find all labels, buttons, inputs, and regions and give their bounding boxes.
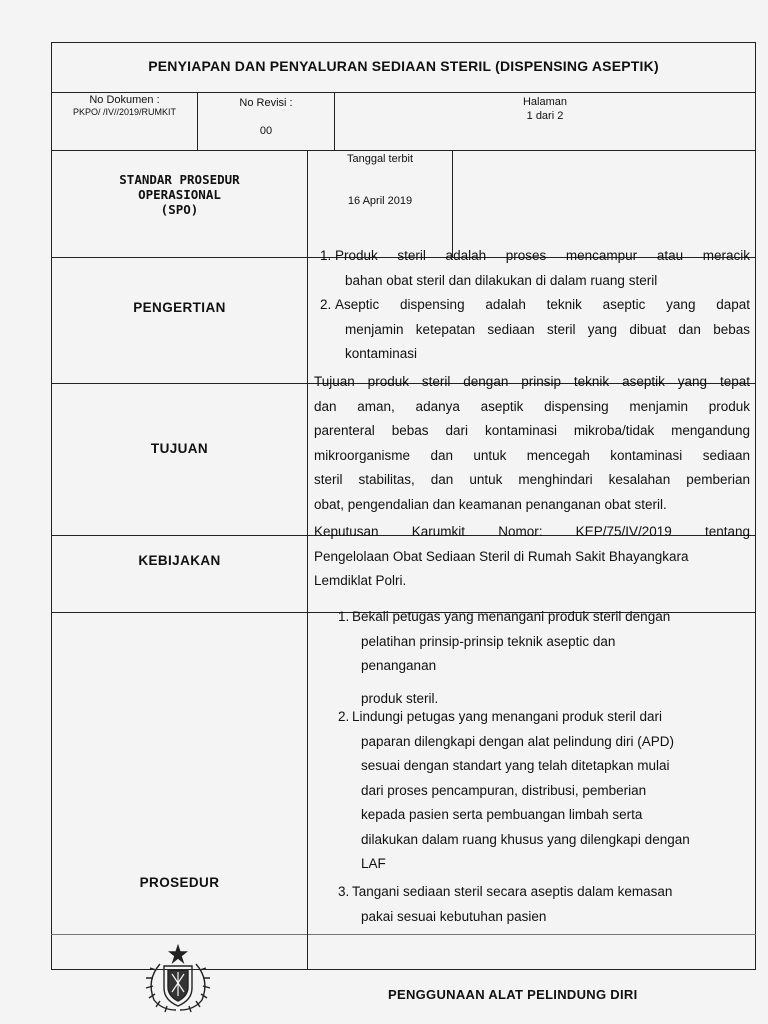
spo-line-1: STANDAR PROSEDUR — [119, 172, 240, 187]
kebijakan-label: KEBIJAKAN — [138, 553, 221, 568]
prosedur-item-3-number: 3. — [338, 884, 350, 899]
spo-heading — [52, 172, 307, 217]
tujuan-line: obat, pengendalian dan keamanan penanganan obat steril. — [314, 496, 667, 512]
prosedur-line: dari proses pencampuran, distribusi, pemberian — [361, 782, 647, 798]
prosedur-line: Lindungi petugas yang menangani produk steril dari — [352, 709, 662, 724]
kebijakan-text — [314, 520, 750, 594]
tujuan-line: parenteral bebas dari kontaminasi mikroba/tidak mengandung — [314, 423, 750, 438]
prosedur-label: PROSEDUR — [139, 875, 220, 890]
prosedur-item-3 — [338, 880, 753, 929]
prosedur-item-2-number: 2. — [338, 709, 350, 724]
spo-line-2: OPERASIONAL — [138, 187, 221, 202]
no-dokumen-label: No Dokumen : — [89, 94, 160, 106]
kebijakan-line: Lemdiklat Polri. — [314, 573, 407, 588]
pengertian-item-1-line-1: Produk steril adalah proses mencampur atau meracik — [335, 248, 750, 263]
halaman-label: Halaman — [522, 96, 568, 108]
prosedur-line: pelatihan prinsip-prinsip teknik aseptic dan — [361, 633, 616, 649]
pengertian-item-1-number: 1. — [320, 248, 332, 263]
tujuan-label: TUJUAN — [150, 441, 209, 456]
tujuan-line: dan aman, adanya aseptik dispensing menjamin produk — [314, 398, 750, 414]
pengertian-label: PENGERTIAN — [133, 300, 226, 315]
tanggal-terbit-label: Tanggal terbit — [346, 153, 414, 165]
no-revisi-value: 00 — [259, 125, 273, 137]
prosedur-line: dilakukan dalam ruang khusus yang dilengkapi dengan — [361, 831, 690, 847]
kebijakan-line: Pengelolaan Obat Sediaan Steril di Rumah Sakit Bhayangkara — [314, 548, 689, 564]
tujuan-text — [314, 370, 750, 517]
prosedur-line: paparan dilengkapi dengan alat pelindung diri (APD) — [361, 733, 674, 749]
prosedur-line: Bekali petugas yang menangani produk steril dengan — [352, 609, 671, 624]
prosedur-line: kepada pasien serta pembuangan limbah serta — [361, 807, 643, 822]
tujuan-line: Tujuan produk steril dengan prinsip teknik aseptik yang tepat — [314, 374, 750, 389]
halaman-value: 1 dari 2 — [526, 110, 564, 122]
spo-line-3: (SPO) — [160, 202, 199, 217]
police-emblem-icon — [140, 944, 216, 1014]
prosedur-line: penanganan — [361, 658, 437, 673]
prosedur-line: Tangani sediaan steril secara aseptis dalam kemasan — [352, 884, 673, 899]
pengertian-item-2-number: 2. — [320, 297, 332, 312]
next-section-title: PENGGUNAAN ALAT PELINDUNG DIRI — [388, 987, 638, 1002]
pengertian-item-2 — [320, 293, 750, 367]
tanggal-terbit-value: 16 April 2019 — [347, 195, 413, 207]
tujuan-line: steril stabilitas, dan untuk menghindari kesalahan pemberian — [314, 472, 750, 487]
prosedur-line: LAF — [361, 856, 386, 871]
prosedur-line: sesuai dengan standart yang telah ditetapkan mulai — [361, 758, 670, 773]
prosedur-item-2 — [338, 705, 753, 877]
pengertian-item-2-line-2: menjamin ketepatan sediaan steril yang dibuat dan bebas — [345, 321, 750, 337]
prosedur-line: produk steril. — [361, 690, 439, 706]
no-dokumen-value: PKPO/ /IV//2019/RUMKIT — [72, 107, 177, 117]
document-title: PENYIAPAN DAN PENYALURAN SEDIAAN STERIL (DISPENSING ASEPTIK) — [148, 58, 659, 74]
pengertian-item-2-line-1: Aseptic dispensing adalah teknik aseptic yang dapat — [335, 297, 750, 312]
prosedur-item-1 — [338, 605, 753, 711]
kebijakan-line: Keputusan Karumkit Nomor: KEP/75/IV/2019 tentang — [314, 524, 750, 539]
tujuan-line: mikroorganisme dan untuk mencegah kontaminasi sediaan — [314, 447, 750, 463]
pengertian-item-2-line-3: kontaminasi — [345, 346, 418, 361]
pengertian-item-1-line-2: bahan obat steril dan dilakukan di dalam ruang steril — [345, 272, 658, 288]
prosedur-item-1-number: 1. — [338, 609, 350, 624]
prosedur-line: pakai sesuai kebutuhan pasien — [361, 908, 547, 924]
no-revisi-label: No Revisi : — [239, 97, 293, 109]
pengertian-item-1 — [320, 244, 750, 293]
